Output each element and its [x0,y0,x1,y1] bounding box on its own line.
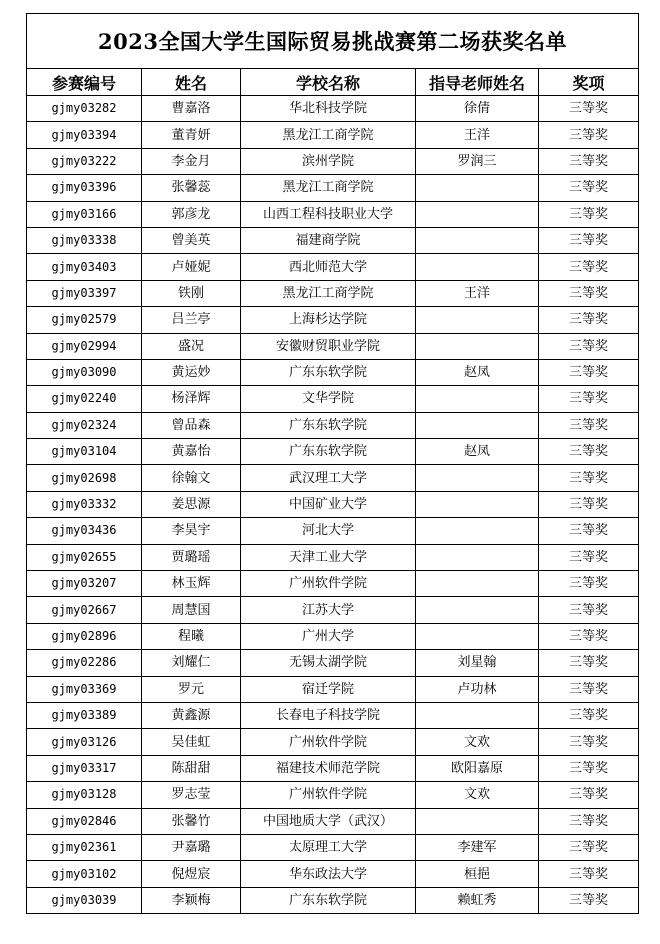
award-list-sheet [26,13,638,914]
name-cell: 董青妍 [142,122,241,148]
entry-id-cell: gjmy03317 [27,755,142,781]
header-row [27,69,639,96]
entry-id-cell: gjmy03128 [27,782,142,808]
school-cell: 广州软件学院 [241,782,416,808]
name-cell: 罗志莹 [142,782,241,808]
entry-id-cell: gjmy02698 [27,465,142,491]
school-cell: 河北大学 [241,518,416,544]
entry-id-cell: gjmy03338 [27,227,142,253]
table-row [27,386,639,412]
award-cell: 三等奖 [539,280,639,306]
entry-id-cell: gjmy02240 [27,386,142,412]
advisor-cell [416,465,539,491]
table-row [27,439,639,465]
school-cell: 华东政法大学 [241,861,416,887]
advisor-cell [416,333,539,359]
advisor-cell [416,386,539,412]
table-row [27,201,639,227]
name-cell: 姜思源 [142,491,241,517]
entry-id-cell: gjmy02846 [27,808,142,834]
table-row [27,887,639,913]
advisor-cell [416,227,539,253]
table-row [27,544,639,570]
school-cell: 华北科技学院 [241,96,416,122]
entry-id-cell: gjmy03282 [27,96,142,122]
school-cell: 宿迁学院 [241,676,416,702]
name-cell: 黄嘉怡 [142,439,241,465]
entry-id-cell: gjmy02361 [27,834,142,860]
table-row [27,597,639,623]
name-cell: 张馨蕊 [142,175,241,201]
name-cell: 曾品森 [142,412,241,438]
award-cell: 三等奖 [539,808,639,834]
entry-id-cell: gjmy02655 [27,544,142,570]
name-cell: 吕兰亭 [142,307,241,333]
award-cell: 三等奖 [539,465,639,491]
school-cell: 广州软件学院 [241,571,416,597]
entry-id-cell: gjmy02579 [27,307,142,333]
advisor-cell [416,307,539,333]
award-cell: 三等奖 [539,729,639,755]
award-cell: 三等奖 [539,544,639,570]
school-cell: 黑龙江工商学院 [241,122,416,148]
school-cell: 文华学院 [241,386,416,412]
school-cell: 广州大学 [241,623,416,649]
table-row [27,755,639,781]
entry-id-cell: gjmy02896 [27,623,142,649]
table-row [27,254,639,280]
name-cell: 黄鑫源 [142,702,241,728]
table-body [27,96,639,914]
advisor-cell: 桓挹 [416,861,539,887]
advisor-cell [416,412,539,438]
table-row [27,702,639,728]
entry-id-cell: gjmy02667 [27,597,142,623]
entry-id-cell: gjmy03166 [27,201,142,227]
table-row [27,465,639,491]
name-cell: 盛况 [142,333,241,359]
table-row [27,96,639,122]
table-row [27,412,639,438]
table-row [27,518,639,544]
advisor-cell [416,201,539,227]
table-row [27,623,639,649]
advisor-cell [416,623,539,649]
advisor-cell: 徐倩 [416,96,539,122]
name-cell: 郭彦龙 [142,201,241,227]
school-cell: 黑龙江工商学院 [241,280,416,306]
award-cell: 三等奖 [539,782,639,808]
name-cell: 程曦 [142,623,241,649]
award-cell: 三等奖 [539,175,639,201]
award-cell: 三等奖 [539,597,639,623]
entry-id-cell: gjmy03369 [27,676,142,702]
table-row [27,808,639,834]
school-cell: 广东东软学院 [241,439,416,465]
award-cell: 三等奖 [539,333,639,359]
award-cell: 三等奖 [539,439,639,465]
award-cell: 三等奖 [539,702,639,728]
school-cell: 广东东软学院 [241,887,416,913]
award-cell: 三等奖 [539,518,639,544]
school-cell: 武汉理工大学 [241,465,416,491]
table-row [27,359,639,385]
advisor-cell: 王洋 [416,280,539,306]
name-cell: 贾璐瑶 [142,544,241,570]
advisor-cell [416,254,539,280]
entry-id-cell: gjmy03102 [27,861,142,887]
advisor-cell: 欧阳嘉原 [416,755,539,781]
table-row [27,227,639,253]
entry-id-cell: gjmy03222 [27,148,142,174]
entry-id-cell: gjmy03436 [27,518,142,544]
name-cell: 李颖梅 [142,887,241,913]
advisor-cell [416,175,539,201]
advisor-cell [416,571,539,597]
award-cell: 三等奖 [539,122,639,148]
award-cell: 三等奖 [539,359,639,385]
award-cell: 三等奖 [539,386,639,412]
advisor-cell: 赵凤 [416,359,539,385]
name-cell: 李金月 [142,148,241,174]
school-cell: 广东东软学院 [241,359,416,385]
advisor-cell [416,702,539,728]
header-advisor: 指导老师姓名 [416,69,539,96]
award-cell: 三等奖 [539,887,639,913]
entry-id-cell: gjmy02324 [27,412,142,438]
name-cell: 徐翰文 [142,465,241,491]
table-row [27,571,639,597]
school-cell: 江苏大学 [241,597,416,623]
award-cell: 三等奖 [539,623,639,649]
entry-id-cell: gjmy03396 [27,175,142,201]
name-cell: 吴佳虹 [142,729,241,755]
award-cell: 三等奖 [539,96,639,122]
entry-id-cell: gjmy03104 [27,439,142,465]
table-row [27,491,639,517]
advisor-cell: 王洋 [416,122,539,148]
header-name: 姓名 [142,69,241,96]
table-row [27,834,639,860]
school-cell: 长春电子科技学院 [241,702,416,728]
header-award: 奖项 [539,69,639,96]
entry-id-cell: gjmy03332 [27,491,142,517]
name-cell: 尹嘉璐 [142,834,241,860]
table-row [27,333,639,359]
table-row [27,650,639,676]
name-cell: 刘耀仁 [142,650,241,676]
school-cell: 山西工程科技职业大学 [241,201,416,227]
name-cell: 杨泽辉 [142,386,241,412]
name-cell: 林玉辉 [142,571,241,597]
entry-id-cell: gjmy02994 [27,333,142,359]
entry-id-cell: gjmy03403 [27,254,142,280]
name-cell: 周慧国 [142,597,241,623]
entry-id-cell: gjmy03039 [27,887,142,913]
header-school: 学校名称 [241,69,416,96]
name-cell: 陈甜甜 [142,755,241,781]
advisor-cell: 刘星翰 [416,650,539,676]
school-cell: 黑龙江工商学院 [241,175,416,201]
school-cell: 天津工业大学 [241,544,416,570]
name-cell: 罗元 [142,676,241,702]
table-row [27,280,639,306]
school-cell: 广东东软学院 [241,412,416,438]
advisor-cell [416,808,539,834]
advisor-cell: 赵凤 [416,439,539,465]
table-row [27,782,639,808]
award-cell: 三等奖 [539,755,639,781]
school-cell: 中国矿业大学 [241,491,416,517]
name-cell: 卢娅妮 [142,254,241,280]
school-cell: 西北师范大学 [241,254,416,280]
name-cell: 倪煜宸 [142,861,241,887]
award-cell: 三等奖 [539,227,639,253]
award-cell: 三等奖 [539,491,639,517]
school-cell: 福建技术师范学院 [241,755,416,781]
school-cell: 无锡太湖学院 [241,650,416,676]
school-cell: 太原理工大学 [241,834,416,860]
school-cell: 广州软件学院 [241,729,416,755]
advisor-cell [416,597,539,623]
entry-id-cell: gjmy02286 [27,650,142,676]
table-row [27,861,639,887]
table-row [27,729,639,755]
entry-id-cell: gjmy03397 [27,280,142,306]
entry-id-cell: gjmy03389 [27,702,142,728]
award-cell: 三等奖 [539,861,639,887]
name-cell: 张馨竹 [142,808,241,834]
entry-id-cell: gjmy03090 [27,359,142,385]
school-cell: 安徽财贸职业学院 [241,333,416,359]
table-row [27,307,639,333]
entry-id-cell: gjmy03126 [27,729,142,755]
name-cell: 曾美英 [142,227,241,253]
award-cell: 三等奖 [539,148,639,174]
award-cell: 三等奖 [539,201,639,227]
award-table [26,13,639,914]
document-title: 2023全国大学生国际贸易挑战赛第二场获奖名单 [27,14,639,69]
entry-id-cell: gjmy03207 [27,571,142,597]
name-cell: 黄运妙 [142,359,241,385]
table-row [27,175,639,201]
award-cell: 三等奖 [539,571,639,597]
advisor-cell: 罗润三 [416,148,539,174]
advisor-cell: 李建军 [416,834,539,860]
table-row [27,676,639,702]
school-cell: 福建商学院 [241,227,416,253]
school-cell: 中国地质大学（武汉） [241,808,416,834]
advisor-cell: 卢功林 [416,676,539,702]
name-cell: 李昊宇 [142,518,241,544]
name-cell: 铁刚 [142,280,241,306]
school-cell: 上海杉达学院 [241,307,416,333]
table-row [27,148,639,174]
award-cell: 三等奖 [539,307,639,333]
header-entry-id: 参赛编号 [27,69,142,96]
advisor-cell [416,491,539,517]
award-cell: 三等奖 [539,412,639,438]
advisor-cell [416,544,539,570]
name-cell: 曹嘉洛 [142,96,241,122]
advisor-cell [416,518,539,544]
award-cell: 三等奖 [539,834,639,860]
table-row [27,122,639,148]
advisor-cell: 文欢 [416,729,539,755]
entry-id-cell: gjmy03394 [27,122,142,148]
award-cell: 三等奖 [539,676,639,702]
school-cell: 滨州学院 [241,148,416,174]
advisor-cell: 赖虹秀 [416,887,539,913]
award-cell: 三等奖 [539,650,639,676]
advisor-cell: 文欢 [416,782,539,808]
award-cell: 三等奖 [539,254,639,280]
